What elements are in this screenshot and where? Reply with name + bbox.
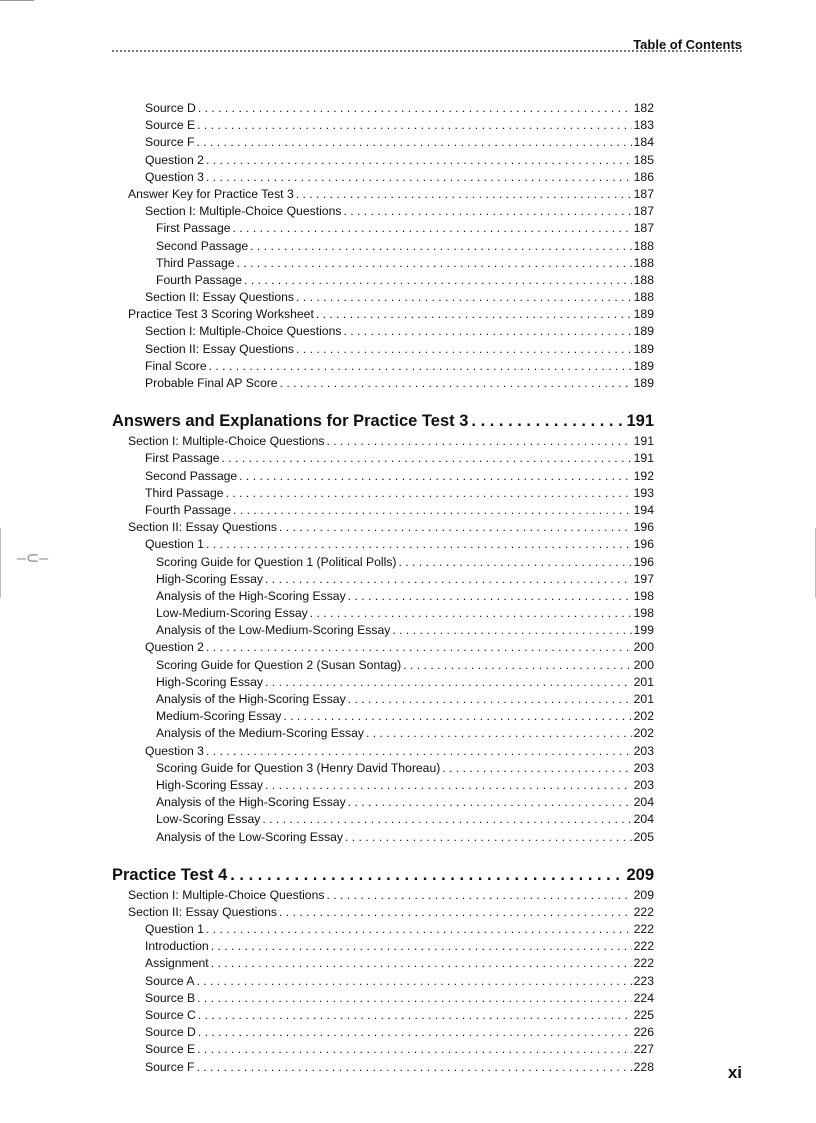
toc-entry bbox=[156, 674, 654, 691]
toc-entry-page: 189 bbox=[633, 324, 654, 339]
toc-entry-label: Analysis of the High-Scoring Essay bbox=[156, 795, 346, 810]
toc-entry bbox=[156, 588, 654, 605]
toc-entry-label: High-Scoring Essay bbox=[156, 571, 264, 586]
leader-dots bbox=[366, 725, 632, 742]
toc-entry-label: Probable Final AP Score bbox=[145, 376, 278, 390]
toc-entry bbox=[145, 1041, 654, 1058]
toc-entry-label: Analysis of the Medium-Scoring Essay bbox=[156, 726, 364, 741]
toc-entry-page: 222 bbox=[633, 922, 654, 937]
toc-entry-page: 191 bbox=[633, 451, 654, 466]
toc-entry-label: Section I: Multiple-Choice Questions bbox=[145, 324, 342, 339]
toc-group-answers-test-3 bbox=[0, 433, 816, 846]
leader-dots bbox=[196, 973, 631, 990]
leader-dots bbox=[348, 794, 632, 811]
toc-entry-label: Analysis of the High-Scoring Essay bbox=[156, 588, 346, 603]
chapter-title: Practice Test 4 bbox=[112, 865, 228, 884]
toc-entry-page: 198 bbox=[633, 606, 654, 621]
leader-dots bbox=[265, 777, 632, 794]
header-rule bbox=[112, 50, 742, 52]
leader-dots bbox=[296, 186, 632, 203]
toc-entry bbox=[145, 1059, 654, 1076]
chapter-answers-test-3 bbox=[112, 409, 654, 433]
toc-entry-page: 189 bbox=[633, 307, 654, 322]
toc-entry bbox=[145, 990, 654, 1007]
toc-entry-page: 227 bbox=[633, 1042, 654, 1057]
toc-entry-label: Question 3 bbox=[145, 743, 204, 758]
leader-dots bbox=[250, 238, 632, 255]
leader-dots bbox=[348, 691, 632, 708]
toc-entry-label: Section II: Essay Questions bbox=[145, 290, 295, 305]
toc-entry-label: Analysis of the High-Scoring Essay bbox=[156, 692, 346, 706]
toc-entry bbox=[145, 375, 654, 392]
toc-entry-page: 222 bbox=[633, 956, 654, 971]
toc-entry-page: 196 bbox=[633, 520, 654, 535]
toc-entry-label: Fourth Passage bbox=[145, 502, 232, 517]
leader-dots bbox=[326, 433, 631, 450]
toc-entry-page: 203 bbox=[633, 760, 654, 775]
leader-dots bbox=[206, 921, 632, 938]
leader-dots bbox=[233, 220, 632, 237]
page-number: xi bbox=[727, 1063, 742, 1082]
toc-entry-label: Section II: Essay Questions bbox=[128, 520, 278, 535]
toc-entry bbox=[156, 255, 654, 272]
toc-entry-label: Low-Medium-Scoring Essay bbox=[156, 606, 308, 621]
chapter-title: Answers and Explanations for Practice Test 3 bbox=[112, 412, 469, 431]
toc-entry bbox=[145, 502, 654, 519]
toc-entry bbox=[156, 811, 654, 828]
leader-dots bbox=[237, 255, 632, 272]
toc-entry-label: Source B bbox=[145, 990, 196, 1005]
toc-entry bbox=[145, 450, 654, 467]
toc-entry bbox=[145, 1024, 654, 1041]
toc-entry-label: Section I: Multiple-Choice Questions bbox=[145, 204, 342, 219]
toc-entry bbox=[145, 921, 654, 938]
toc-group-practice-test-3 bbox=[0, 100, 816, 392]
leader-dots bbox=[226, 485, 632, 502]
toc-entry-page: 223 bbox=[633, 973, 654, 988]
leader-dots bbox=[196, 134, 631, 151]
toc-entry bbox=[145, 117, 654, 134]
toc-entry-page: 196 bbox=[633, 537, 654, 552]
toc-entry-label: Source E bbox=[145, 118, 196, 133]
toc-entry-page: 224 bbox=[633, 990, 654, 1005]
toc-entry-page: 188 bbox=[633, 238, 654, 253]
toc-entry-label: Source C bbox=[145, 1008, 196, 1022]
toc-entry bbox=[128, 519, 654, 536]
toc-entry-label: Question 2 bbox=[145, 152, 204, 167]
toc-entry-label: Analysis of the Low-Medium-Scoring Essay bbox=[156, 623, 391, 638]
toc-entry bbox=[145, 289, 654, 306]
toc-entry-page: 203 bbox=[633, 777, 654, 792]
leader-dots bbox=[343, 323, 631, 340]
leader-dots bbox=[392, 622, 631, 639]
leader-dots bbox=[279, 904, 632, 921]
toc-entry-page: 209 bbox=[633, 887, 654, 902]
toc-entry-label: Question 1 bbox=[145, 537, 204, 552]
leader-dots bbox=[343, 203, 631, 220]
toc-entry-label: Source F bbox=[145, 135, 195, 150]
running-head: Table of Contents bbox=[633, 37, 742, 52]
toc-entry bbox=[156, 571, 654, 588]
toc-entry-label: Low-Scoring Essay bbox=[156, 812, 261, 827]
toc-entry-page: 202 bbox=[633, 709, 654, 724]
toc-entry-label: Question 3 bbox=[145, 169, 204, 184]
toc-entry-page: 225 bbox=[633, 1008, 654, 1022]
toc-entry bbox=[128, 887, 654, 904]
toc-entry bbox=[145, 152, 654, 169]
toc-entry-label: Third Passage bbox=[145, 485, 224, 500]
leader-dots bbox=[206, 639, 632, 656]
leader-dots bbox=[296, 341, 632, 358]
toc-entry-page: 204 bbox=[633, 812, 654, 827]
toc-group-practice-test-4 bbox=[0, 887, 816, 1076]
toc-entry bbox=[145, 341, 654, 358]
toc-entry bbox=[156, 657, 654, 674]
toc-entry-label: Scoring Guide for Question 1 (Political Polls) bbox=[156, 554, 397, 569]
leader-dots bbox=[403, 657, 631, 674]
toc-entry-label: Assignment bbox=[145, 956, 209, 971]
toc-entry bbox=[128, 433, 654, 450]
toc-entry-label: Scoring Guide for Question 2 (Susan Sontag) bbox=[156, 657, 402, 672]
leader-dots bbox=[211, 955, 632, 972]
toc-entry bbox=[128, 904, 654, 921]
leader-dots bbox=[316, 306, 632, 323]
toc-entry bbox=[156, 605, 654, 622]
toc-entry bbox=[156, 725, 654, 742]
toc-entry bbox=[145, 134, 654, 151]
toc-entry-page: 205 bbox=[633, 829, 654, 844]
leader-dots bbox=[239, 468, 632, 485]
toc-entry-page: 226 bbox=[633, 1025, 654, 1040]
toc-entry-page: 191 bbox=[633, 434, 654, 449]
toc-entry-page: 197 bbox=[633, 571, 654, 586]
toc-entry bbox=[156, 708, 654, 725]
toc-entry-page: 203 bbox=[633, 743, 654, 758]
toc-entry-label: High-Scoring Essay bbox=[156, 674, 264, 689]
registration-mark-icon: –⊂– bbox=[17, 550, 49, 567]
toc-entry-page: 201 bbox=[633, 674, 654, 689]
toc-entry-label: First Passage bbox=[156, 221, 231, 236]
toc-entry-page: 187 bbox=[633, 204, 654, 219]
toc-entry-label: Answer Key for Practice Test 3 bbox=[128, 186, 294, 201]
toc-entry bbox=[145, 358, 654, 375]
toc-entry-page: 222 bbox=[633, 904, 654, 919]
toc-entry-page: 188 bbox=[633, 290, 654, 305]
toc-entry-label: Source D bbox=[145, 101, 196, 115]
toc-entry-page: 189 bbox=[633, 376, 654, 390]
leader-dots bbox=[442, 760, 631, 777]
toc-entry-label: Section I: Multiple-Choice Questions bbox=[128, 887, 325, 902]
toc-entry-page: 200 bbox=[633, 640, 654, 655]
toc-entry-page: 202 bbox=[633, 726, 654, 741]
leader-dots bbox=[262, 811, 631, 828]
toc-entry-label: Section II: Essay Questions bbox=[128, 904, 278, 919]
toc-entry bbox=[156, 272, 654, 289]
toc-entry-label: Scoring Guide for Question 3 (Henry David Thoreau) bbox=[156, 760, 441, 775]
leader-dots bbox=[296, 289, 632, 306]
toc-entry-page: 183 bbox=[633, 118, 654, 133]
leader-dots bbox=[244, 272, 632, 289]
toc-entry-page: 188 bbox=[633, 255, 654, 270]
leader-dots bbox=[198, 100, 632, 117]
leader-dots bbox=[230, 863, 623, 887]
toc-entry bbox=[156, 777, 654, 794]
toc-entry bbox=[145, 485, 654, 502]
toc-entry-label: Source F bbox=[145, 1059, 195, 1074]
toc-entry-label: Section I: Multiple-Choice Questions bbox=[128, 434, 325, 449]
toc-entry-label: Question 1 bbox=[145, 922, 204, 937]
toc-entry-page: 194 bbox=[633, 502, 654, 517]
toc-entry bbox=[156, 622, 654, 639]
leader-dots bbox=[310, 605, 632, 622]
leader-dots bbox=[265, 674, 632, 691]
leader-dots bbox=[345, 829, 632, 846]
leader-dots bbox=[233, 502, 632, 519]
leader-dots bbox=[197, 1041, 632, 1058]
toc-entry bbox=[156, 238, 654, 255]
chapter-practice-test-4 bbox=[112, 863, 654, 887]
toc-entry-label: High-Scoring Essay bbox=[156, 777, 264, 792]
leader-dots bbox=[265, 571, 632, 588]
toc-entry bbox=[145, 169, 654, 186]
leader-dots bbox=[471, 409, 623, 433]
leader-dots bbox=[206, 536, 632, 553]
toc-entry-page: 193 bbox=[633, 485, 654, 500]
toc-entry bbox=[145, 100, 654, 117]
toc-entry bbox=[156, 794, 654, 811]
toc-entry-label: Second Passage bbox=[145, 468, 238, 483]
toc-entry bbox=[156, 220, 654, 237]
toc-entry-label: Source D bbox=[145, 1025, 196, 1040]
leader-dots bbox=[197, 990, 632, 1007]
toc-entry-page: 187 bbox=[633, 221, 654, 236]
toc-entry bbox=[145, 203, 654, 220]
toc-entry-page: 199 bbox=[633, 623, 654, 638]
toc-entry-label: Third Passage bbox=[156, 255, 235, 270]
toc-entry-label: Final Score bbox=[145, 358, 207, 373]
leader-dots bbox=[398, 554, 631, 571]
leader-dots bbox=[280, 375, 632, 392]
toc-entry-label: Fourth Passage bbox=[156, 272, 243, 287]
toc-entry-page: 200 bbox=[633, 657, 654, 672]
toc-entry bbox=[128, 306, 654, 323]
leader-dots bbox=[326, 887, 631, 904]
toc-entry-page: 188 bbox=[633, 272, 654, 287]
leader-dots bbox=[197, 117, 632, 134]
leader-dots bbox=[198, 1007, 632, 1024]
toc-entry-label: Analysis of the Low-Scoring Essay bbox=[156, 829, 343, 844]
toc-entry-page: 192 bbox=[633, 468, 654, 483]
leader-dots bbox=[196, 1059, 631, 1076]
toc-entry-label: Source E bbox=[145, 1042, 196, 1057]
leader-dots bbox=[348, 588, 632, 605]
leader-dots bbox=[283, 708, 631, 725]
toc-entry-page: 222 bbox=[633, 939, 654, 954]
table-of-contents bbox=[0, 100, 816, 1076]
toc-entry-label: Practice Test 3 Scoring Worksheet bbox=[128, 307, 314, 322]
toc-entry bbox=[145, 639, 654, 656]
toc-entry-page: 185 bbox=[633, 152, 654, 167]
toc-entry bbox=[145, 323, 654, 340]
toc-entry-page: 228 bbox=[633, 1059, 654, 1074]
toc-entry bbox=[145, 955, 654, 972]
toc-entry-label: Section II: Essay Questions bbox=[145, 341, 295, 356]
toc-entry bbox=[145, 973, 654, 990]
toc-entry bbox=[145, 1007, 654, 1024]
toc-entry-page: 187 bbox=[633, 186, 654, 201]
leader-dots bbox=[206, 169, 632, 186]
toc-entry bbox=[145, 468, 654, 485]
toc-entry bbox=[156, 829, 654, 846]
toc-entry bbox=[145, 536, 654, 553]
toc-entry-label: Source A bbox=[145, 973, 195, 988]
toc-entry-page: 201 bbox=[633, 692, 654, 706]
toc-entry bbox=[156, 691, 654, 708]
toc-entry-page: 186 bbox=[633, 169, 654, 184]
toc-entry-page: 189 bbox=[633, 341, 654, 356]
toc-entry-label: Second Passage bbox=[156, 238, 249, 253]
toc-entry-label: First Passage bbox=[145, 451, 220, 466]
leader-dots bbox=[206, 152, 632, 169]
toc-entry-label: Medium-Scoring Essay bbox=[156, 709, 282, 724]
toc-entry bbox=[128, 186, 654, 203]
leader-dots bbox=[198, 1024, 632, 1041]
toc-entry bbox=[145, 938, 654, 955]
toc-entry-label: Introduction bbox=[145, 939, 209, 954]
toc-entry-page: 184 bbox=[633, 135, 654, 150]
toc-entry-page: 204 bbox=[633, 795, 654, 810]
chapter-page: 191 bbox=[626, 412, 654, 431]
toc-entry-page: 198 bbox=[633, 588, 654, 603]
leader-dots bbox=[279, 519, 632, 536]
toc-entry-page: 196 bbox=[633, 554, 654, 569]
chapter-page: 209 bbox=[626, 865, 654, 884]
toc-entry-label: Question 2 bbox=[145, 640, 204, 655]
leader-dots bbox=[222, 450, 632, 467]
toc-entry-page: 182 bbox=[633, 101, 654, 115]
toc-entry-page: 189 bbox=[633, 358, 654, 373]
leader-dots bbox=[209, 358, 632, 375]
toc-entry bbox=[156, 760, 654, 777]
leader-dots bbox=[206, 743, 632, 760]
toc-entry bbox=[156, 554, 654, 571]
leader-dots bbox=[211, 938, 632, 955]
toc-entry bbox=[145, 743, 654, 760]
corner-tick bbox=[0, 0, 34, 1]
